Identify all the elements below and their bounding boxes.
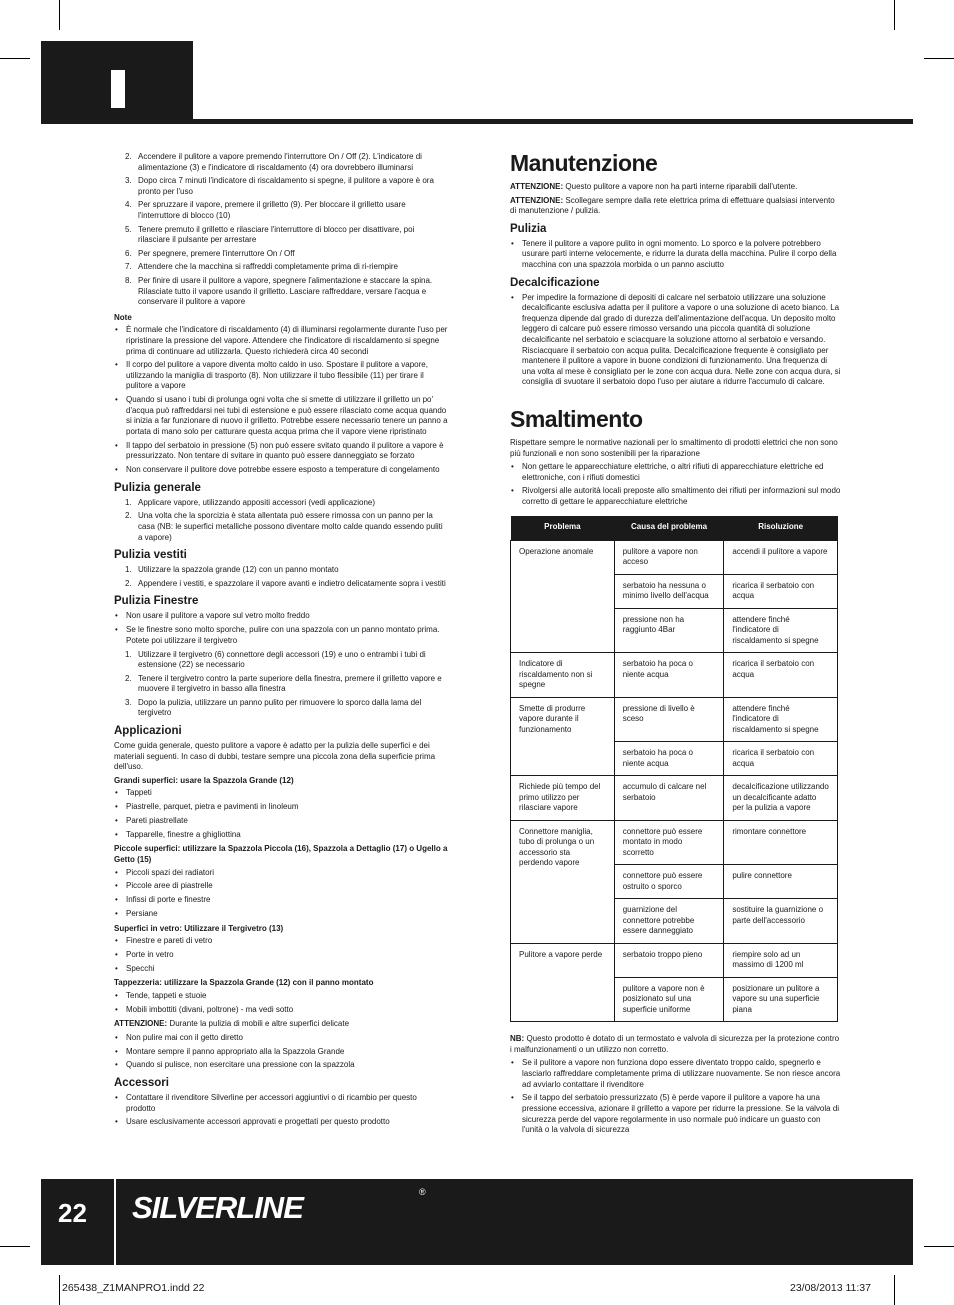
crop-mark (894, 0, 895, 30)
note-item: • Il tappo del serbatoio in pressione (5) non può essere svitato quando il pulitore a vapore è pressurizzato. Non tentare di svitare in quanto può essere danneggiato se forzato (126, 441, 448, 462)
cause-cell: pressione non ha raggiunto 4Bar (614, 608, 724, 653)
solution-cell: attendere finché l'indicatore di riscaldamento si spegne (724, 608, 838, 653)
applicazioni-intro: Come guida generale, questo pulitore a vapore è adatto per la pulizia delle superfici e dei materiali seguenti. In caso di dubbi, testare sempre una piccola zona della superficie prima dell'uso. (114, 741, 436, 772)
column-header: Causa del problema (614, 516, 724, 541)
list-item: • Non pulire mai con il getto diretto (126, 1033, 448, 1044)
superfici-vetro-title: Superfici in vetro: Utilizzare il Tergivetro (13) (114, 923, 284, 933)
list-item: • Se il tappo del serbatoio pressurizzato (5) è perde vapore il pulitore a vapore ha una pressione eccessiva, azionare il grilletto a vapore per ridurre la pressione. Se la valvola di sicurezza perde del vapore regolarmente in uso normale può indicare un guasto con l'unità o la valvola di sicurezza (522, 1093, 842, 1135)
list-item: 3. Dopo la pulizia, utilizzare un panno pulito per rimuovere lo sporco dalla lama del tergivetro (125, 697, 422, 718)
solution-cell: rimontare connettore (724, 820, 838, 865)
cause-cell: serbatoio ha poca o niente acqua (614, 742, 724, 776)
cause-cell: guarnizione del connettore potrebbe essere danneggiato (614, 899, 724, 944)
notes-list (114, 325, 448, 475)
note-item: • Quando si usano i tubi di prolunga ogni volta che si smette di utilizzare il grilletto un po' d'acqua può raffreddarsi nei tubi di estensione e può essere rilasciato come acqua quando si inizia a far funzionare di nuovo il grilletto. Potrebbe essere necessario tenere un panno a portata di mano solo per catturare questa acqua prima che il vapore viene ripristinato (126, 395, 448, 437)
list-item: • Rivolgersi alle autorità locali preposte allo smaltimento dei rifiuti per informazioni sul modo corretto di gettare le apparecchiature elettriche (522, 486, 842, 507)
problem-cell: Indicatore di riscaldamento non si spegne (511, 653, 615, 698)
attenzione-2: ATTENZIONE: Scollegare sempre dalla rete elettrica prima di effettuare qualsiasi intervento di manutenzione / pulizia. (510, 195, 835, 216)
heading-pulizia-finestre: Pulizia Finestre (114, 595, 199, 608)
heading-pulizia-generale: Pulizia generale (114, 481, 201, 494)
list-item: • Piccole aree di piastrelle (126, 881, 448, 892)
solution-cell: riempire solo ad un massimo di 1200 ml (724, 943, 838, 977)
list-item: • Mobili imbottiti (divani, poltrone) - ma vedi sotto (126, 1005, 448, 1016)
page-number: 22 (58, 1198, 87, 1228)
step-6: 6. Per spegnere, premere l'interruttore On / Off (125, 248, 295, 258)
table-row (511, 653, 838, 698)
list-item: • Non usare il pulitore a vapore sul vetro molto freddo (126, 611, 448, 622)
step-2: 2. Accendere il pulitore a vapore premendo l'interruttore On / Off (2). L'indicatore di alimentazione (3) e l'indicatore di riscaldamento (4) ora dovrebbero illuminarsi (125, 152, 422, 172)
table-row (511, 776, 838, 821)
step-4: 4. Per spruzzare il vapore, premere il grilletto (9). Per bloccare il grilletto usare l'interruttore di blocco (10) (125, 200, 406, 220)
list-item: • Usare esclusivamente accessori approvati e progettati per questo prodotto (126, 1117, 448, 1128)
heading-decalcificazione: Decalcificazione (510, 276, 600, 289)
pulizia-finestre-bullets (114, 611, 448, 646)
list-item: 1. Applicare vapore, utilizzando appositi accessori (vedi applicazione) (125, 497, 376, 507)
crop-mark (59, 0, 60, 30)
table-row (511, 820, 838, 865)
footer-divider (114, 1179, 116, 1265)
list-item: 2. Tenere il tergivetro contro la parte superiore della finestra, premere il grilletto vapore e muovere il tergivetro in basso alla finestra (125, 673, 442, 694)
problem-cell: Smette di produrre vapore durante il funzionamento (511, 697, 615, 776)
smaltimento-list (510, 462, 842, 508)
nb-list (510, 1058, 842, 1135)
step-8: 8. Per finire di usare il pulitore a vapore, spegnere l'alimentazione e staccare la spina. Rilasciate tutto il vapore usando il grilletto. Lasciare raffreddare, versare l'acqua e conservare il pulitore a vapore (125, 275, 433, 307)
problem-cell: Pulitore a vapore perde (511, 943, 615, 1022)
note-item: • È normale che l'indicatore di riscaldamento (4) di illuminarsi regolarmente durante l'uso per ripristinare la pressione del vapore. Attendere che l'indicatore di riscaldamento si spegne prima di continuare ad utilizzarla. Questo richiederà circa 40 secondi (126, 325, 448, 357)
piccole-superfici-list (114, 868, 448, 920)
list-item: • Piccoli spazi dei radiatori (126, 868, 448, 879)
step-5: 5. Tenere premuto il grilletto e rilasciare l'interruttore di blocco per disattivare, poi rilasciare il pulsante per arrestare (125, 224, 415, 245)
list-item: • Tenere il pulitore a vapore pulito in ogni momento. Lo sporco e la polvere potrebbero usurare parti interne velocemente, e ridurre la durata della macchina. Pulire il corpo della macchina con una spazzola morbida o un panno asciutto (522, 239, 842, 271)
step-7: 7. Attendere che la macchina si raffreddi completamente prima di ri-riempire (125, 262, 398, 272)
crop-mark (0, 1246, 30, 1247)
cause-cell: serbatoio ha poca o niente acqua (614, 653, 724, 698)
list-item: • Quando si pulisce, non esercitare una pressione con la spazzola (126, 1060, 448, 1071)
note-item: • Non conservare il pulitore dove potrebbe essere esposto a temperature di congelamento (126, 465, 448, 476)
operation-steps (114, 152, 448, 308)
cause-cell: pulitore a vapore non acceso (614, 540, 724, 574)
crop-mark (0, 58, 30, 59)
list-item: • Se il pulitore a vapore non funziona dopo essere diventato troppo caldo, spegnerlo e lasciarlo raffreddare completamente prima di utilizzare nuovamente. Se non riesce ancora ad avviarlo contattare il rivenditore (522, 1058, 842, 1090)
step-3: 3. Dopo circa 7 minuti l'indicatore di riscaldamento si spegne, il pulitore a vapore è ora pronto per l'uso (125, 176, 434, 196)
problem-cell: Operazione anomale (511, 540, 615, 653)
header-rule (41, 119, 913, 124)
pulizia-vestiti-steps (114, 565, 448, 589)
list-item: • Persiane (126, 909, 448, 920)
crop-mark (59, 1275, 60, 1305)
list-item: • Se le finestre sono molto sporche, pulire con una spazzola con un panno montato prima. Potete poi utilizzare il tergivetro (126, 625, 448, 646)
solution-cell: pulire connettore (724, 865, 838, 899)
heading-manutenzione: Manutenzione (510, 150, 658, 176)
list-item: • Tende, tappeti e stuoie (126, 991, 448, 1002)
solution-cell: ricarica il serbatoio con acqua (724, 653, 838, 698)
list-item: 2. Una volta che la sporcizia è stata allentata può essere rimossa con un panno per la casa (NB: le superfici metalliche possono diventare molto calde quando essendo puliti a vapore) (125, 511, 443, 542)
file-info: 265438_Z1MANPRO1.indd 22 (62, 1282, 205, 1294)
cause-cell: accumulo di calcare nel serbatoio (614, 776, 724, 821)
list-item: • Pareti piastrellate (126, 816, 448, 827)
list-item: • Porte in vetro (126, 950, 448, 961)
solution-cell: accendi il pulitore a vapore (724, 540, 838, 574)
cause-cell: pressione di livello è sceso (614, 697, 724, 742)
column-header: Risoluzione (724, 516, 838, 541)
solution-cell: ricarica il serbatoio con acqua (724, 574, 838, 608)
column-header: Problema (511, 516, 615, 541)
pulizia-finestre-steps (114, 650, 448, 720)
left-column (114, 152, 448, 1132)
cause-cell: connettore può essere ostruito o sporco (614, 865, 724, 899)
crop-mark (924, 58, 954, 59)
solution-cell: posizionare un pulitore a vapore su una superficie piana (724, 977, 838, 1022)
pulizia-generale-steps (114, 498, 448, 543)
cause-cell: connettore può essere montato in modo scorretto (614, 820, 724, 865)
list-item: • Specchi (126, 964, 448, 975)
solution-cell: decalcificazione utilizzando un decalcificante adatto per la pulizia a vapore (724, 776, 838, 821)
heading-pulizia-vestiti: Pulizia vestiti (114, 549, 187, 562)
heading-applicazioni: Applicazioni (114, 725, 182, 738)
date-info: 23/08/2013 11:37 (790, 1282, 871, 1294)
list-item: • Montare sempre il panno appropriato alla la Spazzola Grande (126, 1047, 448, 1058)
right-column (510, 150, 842, 1140)
decalcificazione-list (510, 293, 842, 388)
tappezzeria-title: Tappezzeria: utilizzare la Spazzola Grande (12) con il panno montato (114, 978, 374, 988)
cause-cell: serbatoio ha nessuna o minimo livello dell'acqua (614, 574, 724, 608)
list-item: • Non gettare le apparecchiature elettriche, o altri rifiuti di apparecchiature elettriche ed elettroniche, con i rifiuti domestici (522, 462, 842, 483)
note-label: Note (114, 312, 132, 322)
list-item: • Finestre e pareti di vetro (126, 936, 448, 947)
piccole-superfici-title: Piccole superfici: utilizzare la Spazzola Piccola (16), Spazzola a Dettaglio (17) o Ugello a Getto (15) (114, 844, 448, 864)
superfici-vetro-list (114, 936, 448, 974)
cause-cell: serbatoio troppo pieno (614, 943, 724, 977)
attenzione-note: ATTENZIONE: Durante la pulizia di mobili e altre superfici delicate (114, 1019, 350, 1029)
brand-logo: SILVERLINE (132, 1190, 303, 1225)
cause-cell: pulitore a vapore non è posizionato sul una superficie uniforme (614, 977, 724, 1022)
list-item: 1. Utilizzare il tergivetro (6) connettore degli accessori (19) e uno o entrambi i tubi di estensione (22) se necessario (125, 649, 426, 670)
list-item: • Tapparelle, finestre a ghigliottina (126, 830, 448, 841)
heading-smaltimento: Smaltimento (510, 405, 643, 432)
note-item: • Il corpo del pulitore a vapore diventa molto caldo in uso. Spostare il pulitore a vapore, utilizzando la maniglia di trasporto (8). Non utilizzare il tubo flessibile (11) per tirare il pulitore a vapore (126, 360, 448, 392)
list-item: • Piastrelle, parquet, pietra e pavimenti in linoleum (126, 802, 448, 813)
crop-mark (894, 1275, 895, 1305)
attenzione-1: ATTENZIONE: Questo pulitore a vapore non ha parti interne riparabili dall'utente. (510, 182, 798, 191)
smaltimento-intro: Rispettare sempre le normative nazionali per lo smaltimento di prodotti elettrici che non sono più funzionali e non sono sostenibili per la riparazione (510, 437, 838, 458)
tappezzeria-list (114, 991, 448, 1015)
language-mark (111, 70, 125, 108)
grandi-superfici-list (114, 788, 448, 840)
problem-cell: Richiede più tempo del primo utilizzo per rilasciare vapore (511, 776, 615, 821)
grandi-superfici-title: Grandi superfici: usare la Spazzola Grande (12) (114, 775, 294, 785)
solution-cell: attendere finché l'indicatore di riscaldamento si spegne (724, 697, 838, 742)
registered-mark: ® (419, 1187, 426, 1197)
solution-cell: sostituire la guarnizione o parte dell'accessorio (724, 899, 838, 944)
table-row (511, 943, 838, 977)
pulizia-list (510, 239, 842, 271)
troubleshooting-table (510, 516, 838, 1023)
accessori-list (114, 1093, 448, 1128)
solution-cell: ricarica il serbatoio con acqua (724, 742, 838, 776)
table-row (511, 540, 838, 574)
list-item: • Contattare il rivenditore Silverline per accessori aggiuntivi o di ricambio per questo prodotto (126, 1093, 448, 1114)
problem-cell: Connettore maniglia, tubo di prolunga o un accessorio sta perdendo vapore (511, 820, 615, 943)
table-row (511, 697, 838, 742)
heading-pulizia: Pulizia (510, 222, 547, 235)
list-item: 2. Appendere i vestiti, e spazzolare il vapore avanti e indietro delicatamente sopra i vestiti (125, 578, 446, 588)
list-item: • Tappeti (126, 788, 448, 799)
table-header-row (511, 516, 838, 541)
nb-note: NB: Questo prodotto è dotato di un termostato e valvola di sicurezza per la protezione contro i malfunzionamenti o un utilizzo non corretto. (510, 1034, 840, 1054)
crop-mark (924, 1246, 954, 1247)
list-item: 1. Utilizzare la spazzola grande (12) con un panno montato (125, 565, 339, 575)
list-item: • Infissi di porte e finestre (126, 895, 448, 906)
list-item: • Per impedire la formazione di depositi di calcare nel serbatoio utilizzare una soluzione decalcificante esclusiva adatta per il pulitore a vapore o una soluzione di aceto bianco. La frequenza dipende dal grado di durezza dell'alimentazione dell'acqua. Un deposito molto leggero di calcare può essere rimosso versando una piccola quantità di soluzione decalcificante nel serbatoio e sciacquare la soluzione attorno al serbatoio e versando. Risciacquare il serbatoio con acqua pulita. Decalcificazione frequente è consigliato per mantenere il pulitore a vapore in buone condizioni di funzionamento. Una frequenza di una volta al mese è consigliato per le zone con acqua dura. Nelle zone con acqua dura, si consiglia di svuotare il serbatoio dopo l'uso per aiutare a ridurre l'accumulo di calcare. (522, 293, 842, 388)
attenzione-list (114, 1033, 448, 1071)
heading-accessori: Accessori (114, 1076, 169, 1089)
